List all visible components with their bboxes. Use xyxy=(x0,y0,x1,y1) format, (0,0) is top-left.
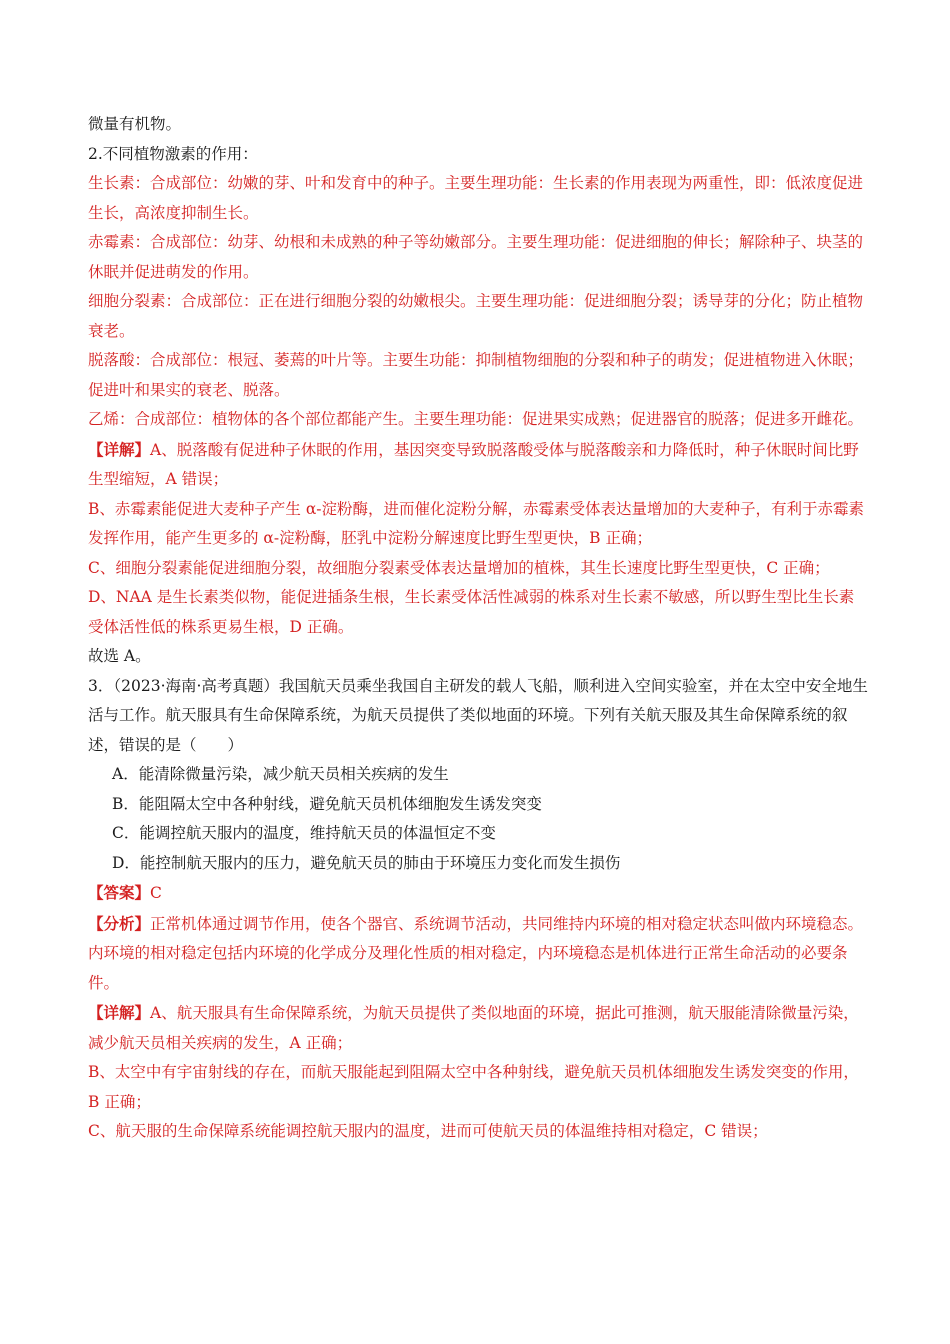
option-a: A．能清除微量污染，减少航天员相关疾病的发生 xyxy=(112,765,449,783)
abscisic-acid-paragraph: 脱落酸：合成部位：根冠、萎蔫的叶片等。主要生功能：抑制植物细胞的分裂和种子的萌发；促进植物进入休眠；促进叶和果实的衰老、脱落。 xyxy=(88,351,864,399)
detail2-a-paragraph xyxy=(88,998,868,1058)
question-3-stem xyxy=(88,672,868,761)
detail2-b-paragraph: B、太空中有宇宙射线的存在，而航天服能起到阻隔太空中各种射线，避免航天员机体细胞发生诱发突变的作用，B 正确； xyxy=(88,1063,859,1111)
detail-b-paragraph: B、赤霉素能促进大麦种子产生 α-淀粉酶，进而催化淀粉分解，赤霉素受体表达量增加的大麦种子，有利于赤霉素发挥作用，能产生更多的 α-淀粉酶，胚乳中淀粉分解速度比野生型更快，B 正确； xyxy=(88,499,865,547)
section-heading: 2.不同植物激素的作用： xyxy=(88,144,258,163)
answer-value: C xyxy=(150,884,162,902)
choose-line: 故选 A。 xyxy=(88,647,151,665)
auxin-paragraph: 生长素：合成部位：幼嫩的芽、叶和发育中的种子。主要生理功能：生长素的作用表现为两重性，即：低浓度促进生长，高浓度抑制生长。 xyxy=(88,174,864,222)
option-c: C．能调控航天服内的温度，维持航天员的体温恒定不变 xyxy=(112,824,496,842)
option-b: B．能阻隔太空中各种射线，避免航天员机体细胞发生诱发突变 xyxy=(112,794,542,813)
detail-tag: 【详解】 xyxy=(88,439,151,459)
gibberellin-paragraph: 赤霉素：合成部位：幼芽、幼根和未成熟的种子等幼嫩部分。主要生理功能：促进细胞的伸长；解除种子、块茎的休眠并促进萌发的作用。 xyxy=(88,233,864,281)
question-number: 3． xyxy=(88,676,114,695)
text-line: 微量有机物。 xyxy=(88,115,182,133)
document-page xyxy=(88,110,868,1147)
detail-c-paragraph: C、细胞分裂素能促进细胞分裂，故细胞分裂素受体表达量增加的植株，其生长速度比野生型更快，C 正确； xyxy=(88,558,830,577)
cytokinin-paragraph: 细胞分裂素：合成部位：正在进行细胞分裂的幼嫩根尖。主要生理功能：促进细胞分裂；诱导芽的分化；防止植物衰老。 xyxy=(88,292,864,340)
answer-tag: 【答案】 xyxy=(88,883,151,902)
detail-a-paragraph xyxy=(88,435,868,495)
detail2-a-text: A、航天服具有生命保障系统，为航天员提供了类似地面的环境，据此可推测，航天服能清除微量污染，减少航天员相关疾病的发生，A 正确； xyxy=(88,1004,859,1052)
detail-d-paragraph: D、NAA 是生长素类似物，能促进插条生根，生长素受体活性减弱的株系对生长素不敏感，所以野生型比生长素受体活性低的株系更易生根，D 正确。 xyxy=(88,588,855,636)
option-d: D．能控制航天服内的压力，避免航天员的肺由于环境压力变化而发生损伤 xyxy=(112,853,621,872)
question-text: （2023·海南·高考真题）我国航天员乘坐我国自主研发的载人飞船，顺利进入空间实验室，并在太空中安全地生活与工作。航天服具有生命保障系统，为航天员提供了类似地面的环境。下列有关航天服及其生命保障系统的叙述，错误的是（ ） xyxy=(88,676,868,754)
answer-line xyxy=(88,878,868,909)
analysis-text: 正常机体通过调节作用，使各个器官、系统调节活动，共同维持内环境的相对稳定状态叫做内环境稳态。内环境的相对稳定包括内环境的化学成分及理化性质的相对稳定，内环境稳态是机体进行正常生命活动的必要条件。 xyxy=(88,914,864,992)
analysis-paragraph xyxy=(88,909,868,999)
detail2-c-paragraph: C、航天服的生命保障系统能调控航天服内的温度，进而可使航天员的体温维持相对稳定，C 错误； xyxy=(88,1122,768,1140)
ethylene-paragraph: 乙烯：合成部位：植物体的各个部位都能产生。主要生理功能：促进果实成熟；促进器官的脱落；促进多开雌花。 xyxy=(88,410,864,428)
detail-tag: 【详解】 xyxy=(88,1003,151,1022)
analysis-tag: 【分析】 xyxy=(88,913,151,933)
detail-a-text: A、脱落酸有促进种子休眠的作用，基因突变导致脱落酸受体与脱落酸亲和力降低时，种子休眠时间比野生型缩短，A 错误； xyxy=(88,440,859,488)
